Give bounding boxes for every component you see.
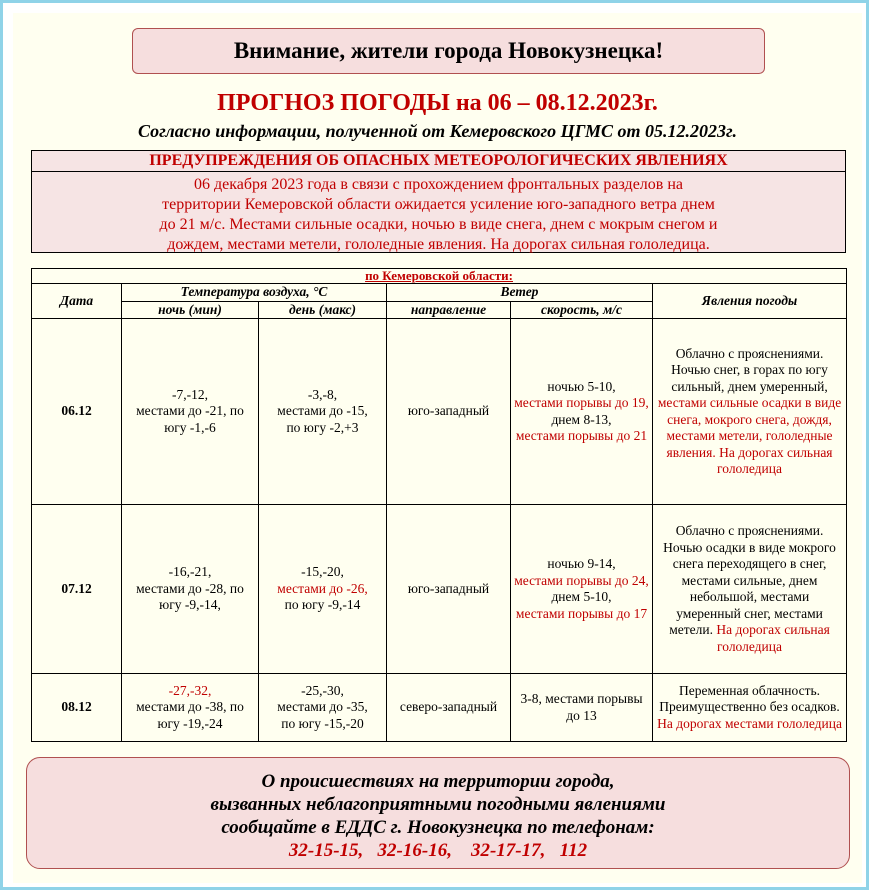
table-row	[32, 674, 847, 742]
day-temp-local: местами до -26,	[277, 580, 368, 596]
hazard-warning-line: 06 декабря 2023 года в связи с прохождением фронтальных разделов на	[194, 176, 683, 193]
day-temp-local: местами до -35,	[277, 699, 368, 715]
forecast-table	[31, 268, 847, 742]
day-temp-south: по югу -9,-14	[284, 597, 361, 613]
row-wind-speed	[511, 319, 653, 505]
contacts-line: вызванных неблагоприятными погодными явлениями	[210, 794, 666, 815]
wind-speed-day: днем 8-13,	[551, 411, 612, 427]
header-date: Дата	[32, 284, 122, 319]
night-temp-detail: местами до -21, по югу -1,-6	[136, 403, 244, 435]
wind-gusts-night: местами порывы до 24,	[514, 572, 649, 588]
row-wind-speed	[511, 505, 653, 674]
hazard-warning-line: дождем, местами метели, гололедные явления. На дорогах сильная гололедица.	[167, 236, 710, 253]
header-phenomena: Явления погоды	[653, 284, 847, 319]
wind-gusts-day: местами порывы до 21	[515, 428, 648, 443]
row-day-temp	[259, 674, 387, 742]
row-night-temp	[122, 674, 259, 742]
phenomena-text: Облачно с прояснениями. Ночью снег, в горах по югу сильный, днем умеренный,	[671, 345, 828, 394]
wind-speed-day: днем 5-10,	[551, 589, 612, 604]
row-wind-direction: юго-западный	[387, 505, 511, 674]
night-temp-main: -7,-12,	[172, 386, 208, 402]
header-direction: направление	[387, 301, 511, 319]
night-temp-main: -16,-21,	[168, 564, 212, 580]
row-night-temp	[122, 505, 259, 674]
phenomena-text: Облачно с прояснениями. Ночью осадки в виде мокрого снега переходящего в снег, местами сильные, днем небольшой, местами умеренный снег, местами метели.	[663, 523, 836, 637]
row-night-temp	[122, 319, 259, 505]
row-day-temp	[259, 505, 387, 674]
night-temp-detail: местами до -28, по югу -9,-14,	[136, 580, 244, 613]
row-phenomena	[653, 319, 847, 505]
phenomena-alert: местами сильные осадки в виде снега, мокрого снега, дождя, местами метели, гололедные явления. На дорогах сильная гололедица	[657, 395, 842, 476]
phenomena-alert: На дорогах сильная гололедица	[713, 622, 830, 654]
contacts-line: О происшествиях на территории города,	[261, 771, 615, 792]
region-label: по Кемеровской области:	[32, 269, 847, 284]
wind-gusts-day: местами порывы до 17	[515, 605, 648, 621]
header-temperature: Температура воздуха, °С	[122, 284, 387, 302]
header-day: день (макс)	[259, 301, 387, 319]
row-phenomena	[653, 674, 847, 742]
attention-banner-text: Внимание, жители города Новокузнецка!	[233, 38, 664, 63]
day-temp-main: -15,-20,	[301, 564, 344, 580]
row-date: 06.12	[32, 319, 122, 505]
day-temp-main: -3,-8,	[307, 386, 338, 402]
row-wind-direction: северо-западный	[387, 674, 511, 742]
row-phenomena	[653, 505, 847, 674]
forecast-source: Согласно информации, полученной от Кемеровского ЦГМС от 05.12.2023г.	[138, 121, 737, 141]
row-wind-direction: юго-западный	[387, 319, 511, 505]
wind-speed: 3-8, местами порывы до 13	[520, 691, 643, 723]
wind-gusts-night: местами порывы до 19,	[514, 395, 649, 410]
forecast-title: ПРОГНОЗ ПОГОДЫ на 06 – 08.12.2023г.	[217, 90, 658, 116]
header-wind: Ветер	[387, 284, 653, 302]
day-temp-local: местами до -15,	[277, 403, 368, 419]
table-row	[32, 505, 847, 674]
day-temp-main: -25,-30,	[301, 682, 344, 698]
hazard-warning-heading: ПРЕДУПРЕЖДЕНИЯ ОБ ОПАСНЫХ МЕТЕОРОЛОГИЧЕСКИХ ЯВЛЕНИЯХ	[32, 151, 845, 172]
table-header-row	[32, 284, 847, 302]
contacts-line: сообщайте в ЕДДС г. Новокузнецка по телефонам:	[221, 817, 655, 838]
phenomena-text: Переменная облачность. Преимущественно без осадков.	[659, 682, 840, 715]
table-row	[32, 319, 847, 505]
header-speed: скорость, м/с	[511, 301, 653, 319]
poster	[13, 13, 862, 883]
phenomena-alert: На дорогах местами гололедица	[657, 715, 842, 731]
night-temp-main: -27,-32,	[168, 682, 212, 698]
phone-numbers: 32-15-15, 32-16-16, 32-17-17, 112	[288, 840, 588, 861]
hazard-warning-line: территории Кемеровской области ожидается усиление юго-западного ветра днем	[162, 196, 715, 213]
header-night: ночь (мин)	[122, 301, 259, 319]
hazard-warning-line: до 21 м/с. Местами сильные осадки, ночью в виде снега, днем с мокрым снегом и	[159, 216, 718, 233]
hazard-warning-text	[32, 172, 845, 255]
row-day-temp	[259, 319, 387, 505]
table-region-row	[32, 269, 847, 284]
row-date: 08.12	[32, 674, 122, 742]
wind-speed-night: ночью 5-10,	[547, 378, 616, 394]
day-temp-south: по югу -15,-20	[281, 715, 364, 731]
attention-banner	[132, 28, 765, 74]
row-date: 07.12	[32, 505, 122, 674]
row-wind-speed	[511, 674, 653, 742]
day-temp-south: по югу -2,+3	[286, 419, 359, 435]
wind-speed-night: ночью 9-14,	[547, 556, 616, 571]
emergency-contacts	[26, 757, 850, 869]
hazard-warning-box	[31, 150, 846, 253]
night-temp-detail: местами до -38, по югу -19,-24	[136, 699, 244, 731]
